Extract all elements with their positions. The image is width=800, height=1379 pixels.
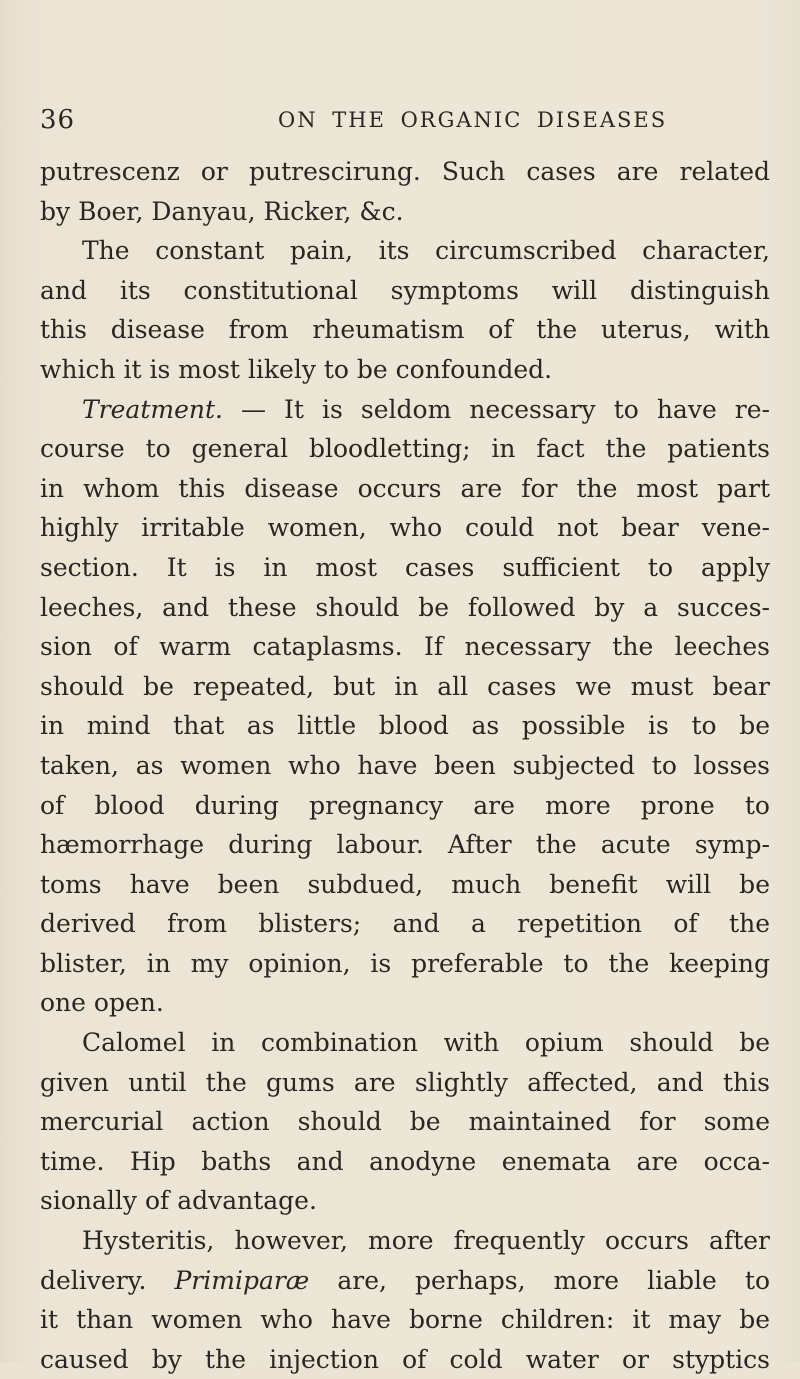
text-line: leeches, and these should be followed by a succes-: [40, 592, 770, 622]
text-line: hæmorrhage during labour. After the acute symp-: [40, 830, 770, 860]
text-line: toms have been subdued, much benefit will be: [40, 869, 770, 899]
text-line: by Boer, Danyau, Ricker, &c.: [40, 196, 404, 226]
primiparae-line-start: delivery.: [40, 1265, 175, 1295]
text-line: derived from blisters; and a repetition of the: [40, 909, 770, 939]
text-line: this disease from rheumatism of the uterus, with: [40, 315, 770, 345]
page-number: 36: [40, 105, 76, 135]
body-text: [40, 152, 770, 1379]
treatment-line-rest: — It is seldom necessary to have re-: [222, 394, 770, 424]
text-line: time. Hip baths and anodyne enemata are occa-: [40, 1146, 770, 1176]
primiparae-term: Primiparæ: [174, 1265, 310, 1295]
treatment-line: [40, 390, 770, 430]
text-line: Hysteritis, however, more frequently occurs after: [82, 1226, 770, 1256]
text-line: taken, as women who have been subjected to losses: [40, 750, 770, 780]
text-line: given until the gums are slightly affected, and this: [40, 1067, 770, 1097]
primiparae-line: [40, 1261, 770, 1301]
text-line: course to general bloodletting; in fact the patients: [40, 434, 770, 464]
text-line: in whom this disease occurs are for the most part: [40, 473, 770, 503]
text-line: it than women who have borne children: it may be: [40, 1305, 770, 1335]
text-line: caused by the injection of cold water or styptics: [40, 1344, 770, 1374]
text-line: which it is most likely to be confounded.: [40, 354, 553, 384]
text-line: section. It is in most cases sufficient to apply: [40, 552, 770, 582]
text-line: mercurial action should be maintained for some: [40, 1107, 770, 1137]
text-line: sionally of advantage.: [40, 1186, 317, 1216]
text-line: should be repeated, but in all cases we must bear: [40, 671, 770, 701]
text-line: The constant pain, its circumscribed character,: [82, 236, 770, 266]
text-line: and its constitutional symptoms will distinguish: [40, 275, 770, 305]
text-line: Calomel in combination with opium should be: [82, 1028, 770, 1058]
text-line: sion of warm cataplasms. If necessary the leeches: [40, 632, 770, 662]
text-line: of blood during pregnancy are more prone to: [40, 790, 770, 820]
text-line: one open.: [40, 988, 164, 1018]
text-line: blister, in my opinion, is preferable to the keeping: [40, 948, 770, 978]
text-line: putrescenz or putrescirung. Such cases are related: [40, 157, 770, 186]
treatment-heading: Treatment.: [82, 394, 223, 424]
primiparae-line-end: are, perhaps, more liable to: [309, 1265, 770, 1295]
running-title: ON THE ORGANIC DISEASES: [278, 108, 668, 132]
text-line: highly irritable women, who could not bear vene-: [40, 513, 770, 543]
text-line: in mind that as little blood as possible is to be: [40, 711, 770, 741]
running-head: [40, 105, 780, 137]
